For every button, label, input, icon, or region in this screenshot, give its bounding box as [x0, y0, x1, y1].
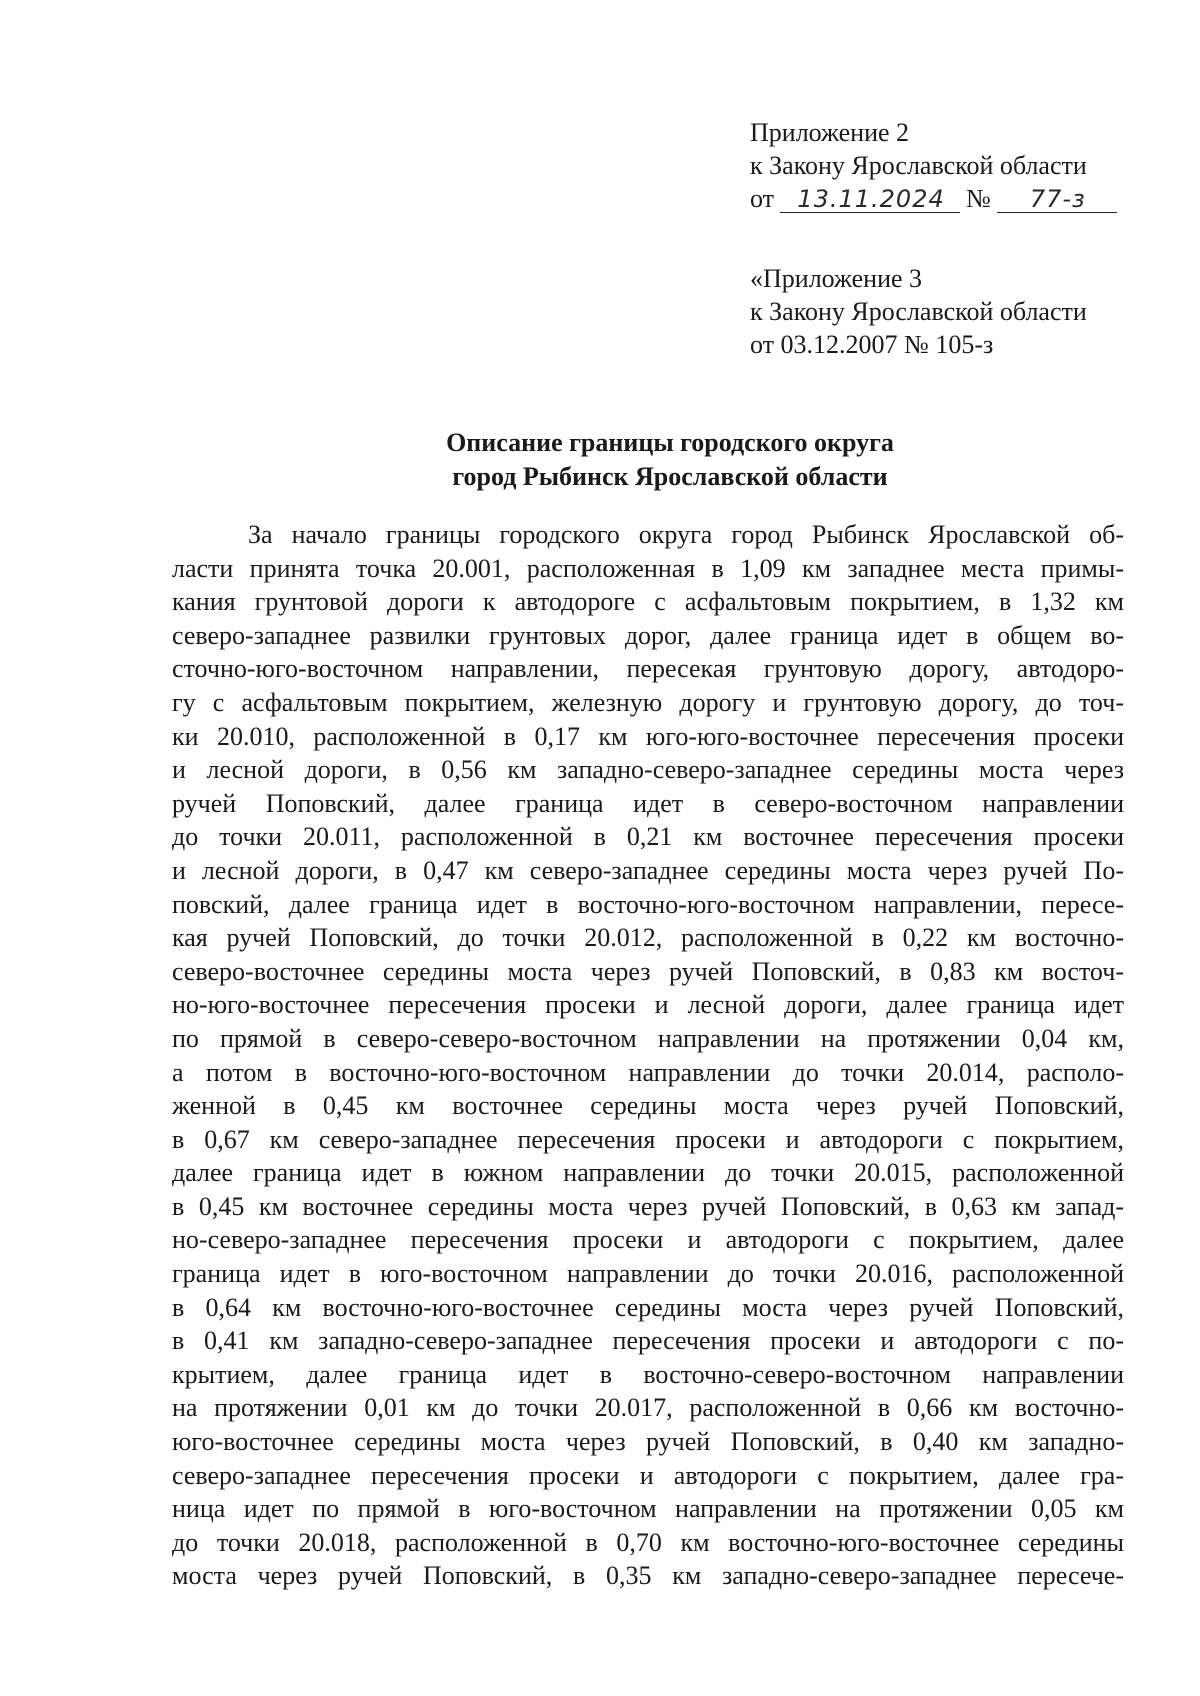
body-line: кания грунтовой дороги к автодороге с асфальтовым покрытием, в 1,32 км: [172, 587, 1124, 617]
body-line: юго-восточнее середины моста через ручей Поповский, в 0,40 км западно-: [172, 1427, 1124, 1457]
body-line: ручей Поповский, далее граница идет в северо-восточном направлении: [172, 788, 1124, 818]
body-line: в 0,41 км западно-северо-западнее пересечения просеки и автодороги с по-: [172, 1326, 1124, 1356]
body-line: до точки 20.011, расположенной в 0,21 км восточнее пересечения просеки: [172, 822, 1124, 852]
from-label: от: [750, 184, 775, 213]
title-line-1: Описание границы городского округа: [446, 428, 894, 457]
handwritten-date: 13.11.2024: [780, 186, 960, 213]
body-paragraph: [172, 518, 1124, 1593]
body-line: в 0,45 км восточнее середины моста через ручей Поповский, в 0,63 км запад-: [172, 1191, 1124, 1221]
body-line: северо-западнее развилки грунтовых дорог, далее граница идет в общем во-: [172, 620, 1124, 650]
body-line: и лесной дороги, в 0,47 км северо-западнее середины моста через ручей По-: [172, 855, 1124, 885]
document-title: [170, 426, 1170, 494]
appendix-previous-date: от 03.12.2007 № 105-з: [750, 330, 994, 359]
body-line: гу с асфальтовым покрытием, железную дорогу и грунтовую дорогу, до точ-: [172, 687, 1124, 717]
body-line: на протяжении 0,01 км до точки 20.017, расположенной в 0,66 км восточно-: [172, 1393, 1124, 1423]
appendix-previous-header: [750, 262, 1130, 361]
body-line: кая ручей Поповский, до точки 20.012, расположенной в 0,22 км восточно-: [172, 923, 1124, 953]
body-line: повский, далее граница идет в восточно-юго-восточном направлении, пересе-: [172, 889, 1124, 919]
body-line: моста через ручей Поповский, в 0,35 км западно-северо-западнее пересече-: [172, 1561, 1124, 1591]
appendix-previous-law: к Закону Ярославской области: [750, 297, 1087, 326]
title-line-2: город Рыбинск Ярославской области: [452, 462, 888, 491]
body-line: но-северо-западнее пересечения просеки и автодороги с покрытием, далее: [172, 1225, 1124, 1255]
appendix-current-header: [750, 116, 1130, 215]
body-line: северо-западнее пересечения просеки и автодороги с покрытием, далее гра-: [172, 1460, 1124, 1490]
appendix-current-date-line: [750, 182, 1130, 215]
appendix-current-title: Приложение 2: [750, 118, 910, 147]
body-line: далее граница идет в южном направлении до точки 20.015, расположенной: [172, 1158, 1124, 1188]
body-line: по прямой в северо-северо-восточном направлении на протяжении 0,04 км,: [172, 1023, 1124, 1053]
body-line: а потом в восточно-юго-восточном направлении до точки 20.014, располо-: [172, 1057, 1124, 1087]
body-line: крытием, далее граница идет в восточно-северо-восточном направлении: [172, 1359, 1124, 1389]
body-line: ласти принята точка 20.001, расположенная в 1,09 км западнее места примы-: [172, 553, 1124, 583]
body-line: но-юго-восточнее пересечения просеки и лесной дороги, далее граница идет: [172, 990, 1124, 1020]
body-line: ки 20.010, расположенной в 0,17 км юго-юго-восточнее пересечения просеки: [172, 721, 1124, 751]
body-line: и лесной дороги, в 0,56 км западно-северо-западнее середины моста через: [172, 755, 1124, 785]
body-line: За начало границы городского округа город Рыбинск Ярославской об-: [248, 520, 1124, 549]
appendix-current-law: к Закону Ярославской области: [750, 151, 1087, 180]
body-line: сточно-юго-восточном направлении, пересекая грунтовую дорогу, автодоро-: [172, 654, 1124, 684]
body-line: ница идет по прямой в юго-восточном направлении на протяжении 0,05 км: [172, 1494, 1124, 1524]
body-line: в 0,64 км восточно-юго-восточнее середины моста через ручей Поповский,: [172, 1292, 1124, 1322]
body-line: граница идет в юго-восточном направлении до точки 20.016, расположенной: [172, 1259, 1124, 1289]
appendix-previous-title: «Приложение 3: [750, 264, 923, 293]
handwritten-number: 77-з: [997, 186, 1117, 213]
body-line: женной в 0,45 км восточнее середины моста через ручей Поповский,: [172, 1091, 1124, 1121]
body-line: в 0,67 км северо-западнее пересечения просеки и автодороги с покрытием,: [172, 1124, 1124, 1154]
body-line: северо-восточнее середины моста через ручей Поповский, в 0,83 км восточ-: [172, 956, 1124, 986]
body-line: до точки 20.018, расположенной в 0,70 км восточно-юго-восточнее середины: [172, 1527, 1124, 1557]
number-label: №: [966, 184, 991, 213]
